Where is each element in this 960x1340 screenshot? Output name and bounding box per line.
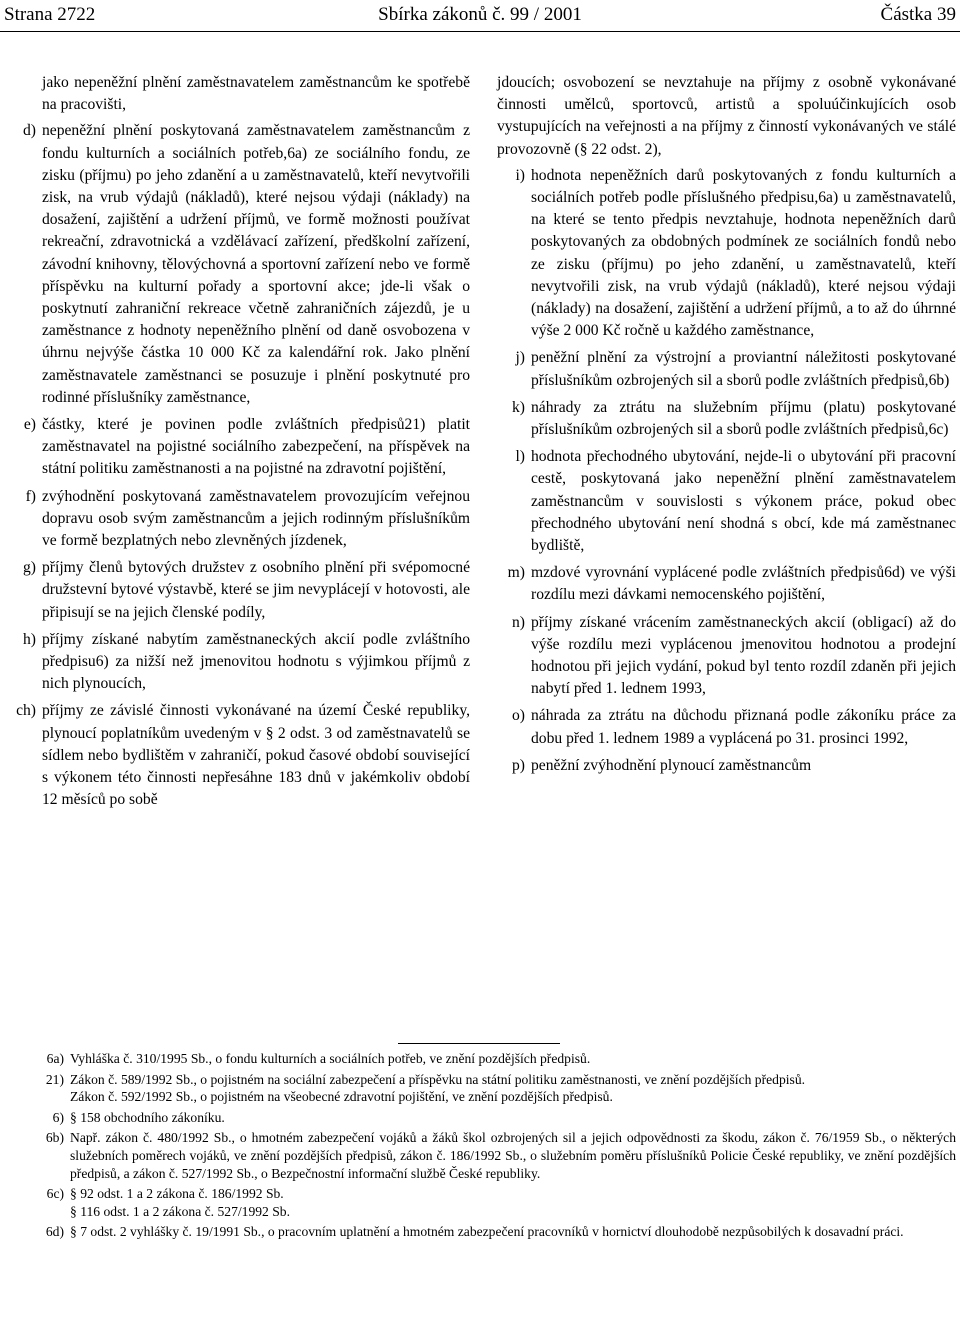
item-label: i) — [515, 166, 525, 184]
item-text: peněžní zvýhodnění plynoucí zaměstnancům — [531, 756, 812, 774]
item-label: ch) — [16, 702, 36, 720]
list-item-p — [497, 755, 956, 777]
left-column — [16, 72, 470, 817]
item-text: příjmy získané vrácením zaměstnaneckých akcií (obligací) až do výše rozdílu mezi vyplácenou jmenovitou hodnotou a prodejní hodnotou při jejich vydání, pokud byl tento rozdíl zdaněn při jejich nabytí před 1. lednem 1993, — [531, 613, 956, 698]
list-item-l — [497, 446, 956, 557]
list-item-g — [23, 557, 470, 624]
list-item-ch — [16, 700, 470, 811]
footnote-mark: 6b) — [45, 1130, 64, 1146]
list-item-h — [23, 629, 470, 696]
item-label: d) — [23, 122, 36, 140]
list-item-k — [497, 397, 956, 441]
left-intro: jako nepeněžní plnění zaměstnavatelem zaměstnancům ke spotřebě na pracovišti, — [42, 74, 470, 114]
right-intro: jdoucích; osvobození se nevztahuje na příjmy z osobně vykonávané činnosti umělců, sportovců, artistů a spoluúčinkujících osob vystupujících na veřejnosti a na příjmy z činností vykonávaných ve stálé provozovně (§ 22 odst. 2), — [497, 74, 956, 158]
item-label: e) — [23, 416, 36, 434]
item-label: f) — [25, 487, 36, 505]
footnote-divider — [398, 1043, 560, 1044]
item-label: k) — [512, 398, 525, 416]
item-text: zvýhodnění poskytovaná zaměstnavatelem provozujícím veřejnou dopravu osob svým zaměstnancům a jejich rodinným příslušníkům ve formě bezplatných nebo zlevněných jízdenek, — [42, 487, 470, 550]
collection-title: Sbírka zákonů č. 99 / 2001 — [378, 4, 582, 25]
item-text: hodnota přechodného ubytování, nejde-li o ubytování při pracovní cestě, poskytovaná jako nepeněžní plnění zaměstnavatelem zaměstnancům v souvislosti s výkonem práce, pokud obec přechodného ubytování není shodná s obcí, kde má zaměstnanec bydliště, — [531, 448, 956, 555]
item-text: příjmy členů bytových družstev z osobního plnění při svépomocné družstevní bytové výstavbě, které se jim nevyplácejí v hotovosti, ale připisují se na jejich členské podíly, — [42, 559, 470, 621]
item-label: j) — [515, 349, 525, 367]
footnote-text: Zákon č. 592/1992 Sb., o pojistném na všeobecné zdravotní pojištění, ve znění pozdějších předpisů. — [70, 1089, 613, 1105]
footnote-6b — [16, 1129, 956, 1182]
item-text: náhrady za ztrátu na služebním příjmu (platu) poskytované příslušníkům ozbrojených sil a sborů podle zvláštních předpisů,6c) — [531, 398, 956, 439]
footnote-6c — [16, 1185, 956, 1220]
list-item-m — [497, 562, 956, 606]
page-number: Strana 2722 — [4, 4, 96, 25]
item-text: peněžní plnění za výstrojní a proviantní náležitosti poskytované příslušníkům ozbrojených sil a sborů podle zvláštních předpisů,6b) — [531, 349, 956, 389]
item-text: částky, které je povinen podle zvláštních předpisů21) platit zaměstnavatel na pojistné sociálního zabezpečení, na příspěvek na státní politiku zaměstnanosti a na pojistné na zdravotní pojištění, — [42, 416, 470, 478]
list-item-i — [497, 165, 956, 343]
part-number: Částka 39 — [880, 4, 956, 25]
footnote-mark: 6a) — [46, 1051, 64, 1066]
footnote-6d — [16, 1223, 956, 1241]
footnote-mark: 6c) — [46, 1186, 64, 1202]
item-label: h) — [23, 630, 36, 648]
item-label: o) — [512, 707, 525, 725]
list-item-n — [497, 612, 956, 701]
list-item-o — [497, 705, 956, 749]
page-header — [0, 0, 960, 32]
item-label: p) — [512, 756, 525, 774]
item-label: n) — [512, 613, 525, 631]
footnote-mark: 21) — [45, 1071, 64, 1087]
item-label: g) — [23, 559, 36, 577]
footnote-text: § 158 obchodního zákoníku. — [70, 1109, 225, 1125]
item-text: hodnota nepeněžních darů poskytovaných z fondu kulturních a sociálních potřeb podle příslušného předpisu,6a) u zaměstnavatelů, na které se tento předpis nevztahuje, hodnota nepeněžních darů poskytovaných za obdobných podmínek ze sociálních fondů nebo ze zisku (příjmu) po jeho zdanění, u zaměstnavatelů, kteří nevytvořili zisk, na vrub výdajů (nákladů), které nejsou výdaji (náklady) na dosažení, zajištění a udržení příjmů, a to až do úhrnné výše 2 000 Kč ročně u každého zaměstnance, — [531, 166, 956, 340]
item-label: m) — [507, 564, 525, 582]
footnote-mark: 6d) — [45, 1224, 64, 1240]
footnote-text: § 92 odst. 1 a 2 zákona č. 186/1992 Sb. — [70, 1186, 284, 1202]
item-text: náhrada za ztrátu na důchodu přiznaná podle zákoníku práce za dobu před 1. lednem 1989 a vyplácená po 31. prosinci 1992, — [531, 707, 956, 747]
list-item-f — [25, 486, 470, 553]
right-column — [497, 72, 956, 782]
footnote-21 — [16, 1071, 956, 1106]
footnote-text: Např. zákon č. 480/1992 Sb., o hmotném zabezpečení vojáků a žáků škol ozbrojených sil a jejich odpovědnosti za škodu, zákon č. 76/1959 Sb., o některých služebních poměrech vojáků, ve znění pozdějších předpisů, zákon č. 186/1992 Sb., o služebním poměru příslušníků Policie České republiky, ve znění pozdějších předpisů, a zákon č. 527/1992 Sb., o Bezpečnostní informační službě České republiky. — [70, 1130, 956, 1181]
item-text: nepeněžní plnění poskytovaná zaměstnavatelem zaměstnancům z fondu kulturních a sociálních potřeb,6a) ze sociálního fondu, ze zisku (příjmu) po jeho zdanění a u zaměstnavatelů, kteří nevytvořili zisk, na vrub výdajů (nákladů), které nejsou výdaji (náklady) na dosažení, zajištění a udržení příjmů, ve formě možnosti používat rekreační, zdravotnická a vzdělávací zařízení, předškolní zařízení, závodní knihovny, tělovýchovná a sportovní zařízení nebo ve formě příspěvku na kulturní pořady a sportovní akce; jde-li však o poskytnutí zahraniční rekreace včetně zahraničních zájezdů, je u zaměstnance z hodnoty nepeněžního plnění od daně osvobozena v úhrnu nejvýše částka 10 000 Kč za kalendářní rok. Jako plnění zaměstnavatele zaměstnanci se posuzuje i plnění poskytnuté pro rodinné příslušníky zaměstnance, — [42, 122, 470, 406]
footnote-text: Vyhláška č. 310/1995 Sb., o fondu kulturních a sociálních potřeb, ve znění pozdějších předpisů. — [70, 1051, 591, 1066]
footnote-text: Zákon č. 589/1992 Sb., o pojistném na sociální zabezpečení a příspěvku na státní politiku zaměstnanosti, ve znění pozdějších předpisů. — [70, 1071, 806, 1087]
footnote-6 — [16, 1109, 956, 1127]
list-item-d — [23, 120, 470, 409]
list-item-j — [497, 347, 956, 391]
list-item-e — [23, 414, 470, 481]
footnotes — [16, 1050, 956, 1244]
footnote-mark: 6) — [52, 1109, 64, 1125]
footnote-text: § 7 odst. 2 vyhlášky č. 19/1991 Sb., o pracovním uplatnění a hmotném zabezpečení pracovníků v hornictví dlouhodobě nezpůsobilých k dosavadní práci. — [70, 1224, 904, 1240]
item-text: mzdové vyrovnání vyplácené podle zvláštních předpisů6d) ve výši rozdílu mezi dávkami nemocenského pojištění, — [531, 564, 956, 604]
item-text: příjmy získané nabytím zaměstnaneckých akcií podle zvláštního předpisu6) za nižší než jmenovitou hodnotu s výjimkou příjmů z nich plynoucích, — [42, 630, 470, 693]
item-label: l) — [515, 448, 525, 466]
footnote-text: § 116 odst. 1 a 2 zákona č. 527/1992 Sb. — [70, 1203, 290, 1219]
footnote-6a — [16, 1050, 956, 1068]
item-text: příjmy ze závislé činnosti vykonávané na území České republiky, plynoucí poplatníkům uvedeným v § 2 odst. 3 od zaměstnavatelů se sídlem nebo bydlištěm v zahraničí, pokud časové období související s výkonem této činnosti nepřesáhne 183 dnů v jakémkoliv období 12 měsíců po sobě — [42, 702, 470, 809]
